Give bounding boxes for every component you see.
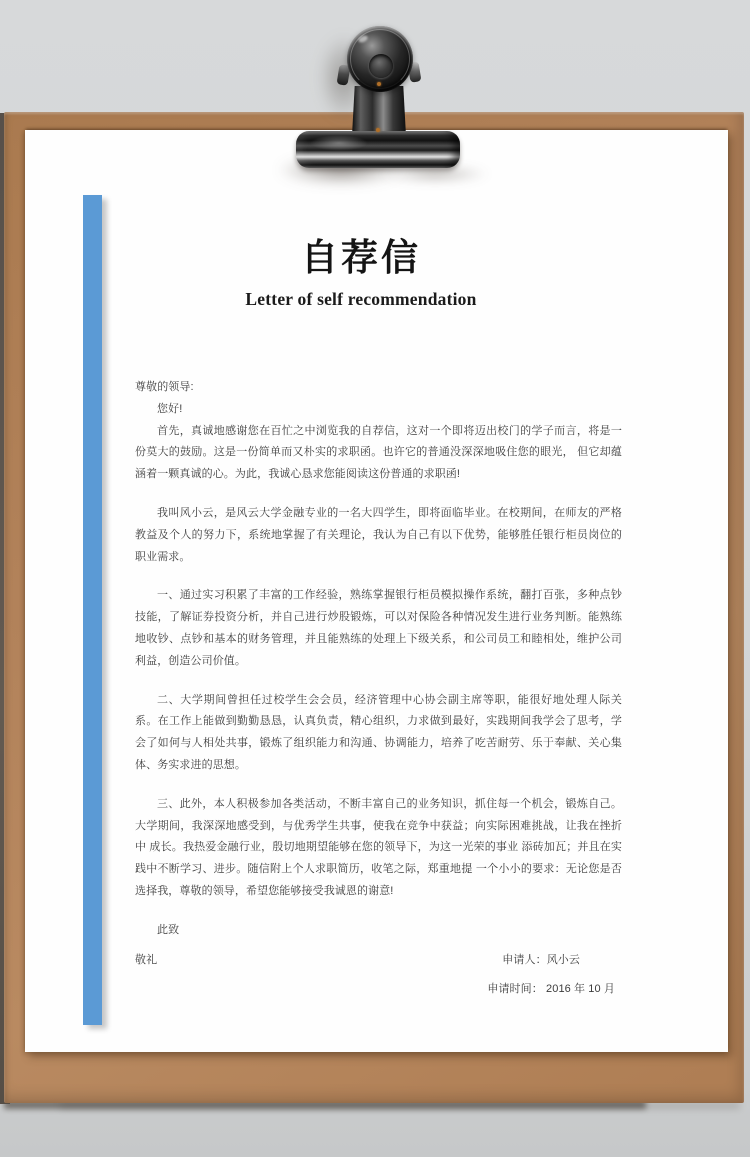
letter-title: 自荐信 xyxy=(301,237,421,278)
letter-header xyxy=(100,236,622,310)
paragraph-point-1: 一、通过实习积累了丰富的工作经验，熟练掌握银行柜员模拟操作系统，翻打百张，多种点钞技能，了解证券投资分析，并自己进行炒股锻炼，可以对保险各种情况发生进行业务判断。能熟练地收钞、点钞和基本的财务管理，并且能熟练的处理上下级关系，和公司员工和睦相处，维护公司利益，创造公司价值。 xyxy=(135,589,622,667)
closing-signature-row xyxy=(135,950,622,972)
letter-body xyxy=(135,377,622,1001)
letter-subtitle: Letter of self recommendation xyxy=(245,289,477,309)
apply-date-line: 申请时间： 2016 年 10 月 xyxy=(487,983,615,996)
paragraph-self-intro: 我叫风小云，是风云大学金融专业的一名大四学生，即将面临毕业。在校期间，在师友的严格教益及个人的努力下，系统地掌握了有关理论，我认为自己有以下优势，能够胜任银行柜员岗位的职业需求。 xyxy=(135,506,622,563)
clip-bar xyxy=(296,131,460,168)
applicant-line: 申请人：风小云 xyxy=(502,953,580,966)
clip-glint xyxy=(376,128,380,132)
closing-jingli: 敬礼 xyxy=(135,953,158,966)
clip-glint xyxy=(377,82,381,86)
board-shadow-soft xyxy=(60,1103,740,1108)
closing-cizhi: 此致 xyxy=(157,923,180,936)
clip-hole xyxy=(369,54,393,78)
salutation: 尊敬的领导: xyxy=(135,381,194,393)
greeting-line: 您好! xyxy=(157,402,183,415)
paragraph-intro: 首先，真诚地感谢您在百忙之中浏览我的自荐信，这对一个即将迈出校门的学子而言，将是一份莫大的鼓励。这是一份简单而又朴实的求职函。也许它的普通没深深地吸住您的眼光， 但它却蕴涵着一颗真诚的心。为此，我诚心恳求您能阅读这份普通的求职函! xyxy=(135,424,622,481)
accent-stripe xyxy=(83,195,102,1025)
paragraph-point-3: 三、此外，本人积极参加各类活动，不断丰富自己的业务知识，抓住每一个机会，锻炼自己。大学期间，我深深地感受到，与优秀学生共事，使我在竞争中获益；向实际困难挑战，让我在挫折中 成长。我热爱金融行业，殷切地期望能够在您的领导下，为这一光荣的事业 添砖加瓦；并且在实践中不断学习、进步。随信附上个人求职简历，收笔之际，郑重地提 一个小小的要求：无论您是否选择我，尊敬的领导，希望您能够接受我诚恩的谢意! xyxy=(135,797,622,897)
paragraph-point-2: 二、大学期间曾担任过校学生会会员，经济管理中心协会副主席等职，能很好地处理人际关系。在工作上能做到勤勤恳恳，认真负责，精心组织，力求做到最好，实践期间我学会了思考，学会了如何与人相处共事，锻炼了组织能力和沟通、协调能力，培养了吃苦耐劳、乐于奉献、关心集体、务实求进的思想。 xyxy=(135,693,622,771)
